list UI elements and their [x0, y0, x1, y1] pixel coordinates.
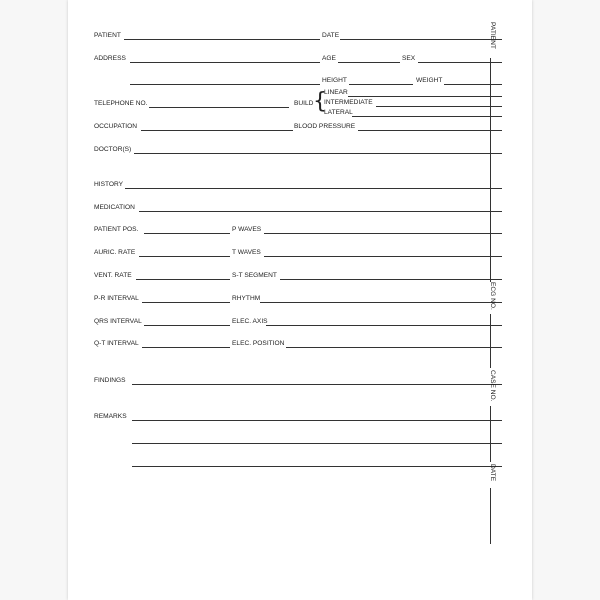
elec-axis-label: ELEC. AXIS: [232, 318, 268, 325]
tab-ecg-no-line[interactable]: [490, 314, 491, 368]
weight-label: WEIGHT: [416, 77, 443, 84]
qt-interval-label: Q-T INTERVAL: [94, 340, 139, 347]
t-waves-field[interactable]: [264, 256, 502, 257]
vent-rate-label: VENT. RATE: [94, 272, 132, 279]
patient-pos-label: PATIENT POS.: [94, 226, 139, 233]
pr-interval-field[interactable]: [142, 302, 230, 303]
age-field[interactable]: [338, 62, 400, 63]
height-label: HEIGHT: [322, 77, 347, 84]
remarks-field[interactable]: [132, 420, 502, 421]
qrs-interval-label: QRS INTERVAL: [94, 318, 142, 325]
tab-case-no-line[interactable]: [490, 406, 491, 462]
patient-field[interactable]: [124, 39, 320, 40]
height-field[interactable]: [349, 84, 413, 85]
build-linear-field[interactable]: [348, 96, 502, 97]
vent-rate-field[interactable]: [136, 279, 230, 280]
row-findings: [94, 377, 532, 389]
blood-pressure-field[interactable]: [358, 130, 502, 131]
build-label: BUILD: [294, 100, 314, 107]
row-remarks: [94, 413, 532, 425]
pr-interval-label: P-R INTERVAL: [94, 295, 139, 302]
sex-label: SEX: [402, 55, 416, 62]
remarks-field-3[interactable]: [132, 466, 502, 467]
t-waves-label: T WAVES: [232, 249, 261, 256]
row-occupation: [94, 123, 532, 135]
weight-field[interactable]: [444, 84, 502, 85]
elec-axis-field[interactable]: [266, 325, 502, 326]
row-address: [94, 55, 532, 67]
elec-position-label: ELEC. POSITION: [232, 340, 285, 347]
build-lateral-label: LATERAL: [324, 109, 353, 116]
build-intermediate-label: INTERMEDIATE: [324, 99, 373, 106]
row-build-lateral: [94, 109, 532, 121]
row-qt-interval: [94, 340, 532, 352]
auric-rate-label: AURIC. RATE: [94, 249, 136, 256]
tab-patient-line[interactable]: [490, 58, 491, 282]
tab-date-line[interactable]: [490, 488, 491, 544]
p-waves-label: P WAVES: [232, 226, 262, 233]
occupation-field[interactable]: [141, 130, 293, 131]
ecg-record-form: [68, 0, 532, 600]
tab-patient-label: PATIENT: [489, 22, 496, 49]
blood-pressure-label: BLOOD PRESSURE: [294, 123, 356, 130]
build-brace-icon: {: [313, 89, 327, 114]
medication-label: MEDICATION: [94, 204, 135, 211]
date-label: DATE: [322, 32, 340, 39]
date-field[interactable]: [340, 39, 502, 40]
doctors-field[interactable]: [134, 153, 502, 154]
remarks-field-2[interactable]: [132, 443, 502, 444]
rhythm-label: RHYTHM: [232, 295, 261, 302]
occupation-label: OCCUPATION: [94, 123, 137, 130]
patient-label: PATIENT: [94, 32, 121, 39]
row-qrs-interval: [94, 318, 532, 330]
tab-ecg-no-label: ECG NO.: [489, 282, 496, 310]
build-linear-label: LINEAR: [324, 89, 348, 96]
qrs-interval-field[interactable]: [144, 325, 230, 326]
row-doctors: [94, 146, 532, 158]
doctors-label: DOCTOR(S): [94, 146, 132, 153]
row-history: [94, 181, 532, 193]
row-remarks-3: [94, 459, 532, 471]
telephone-field[interactable]: [149, 107, 289, 108]
row-remarks-2: [94, 436, 532, 448]
row-vent-rate: [94, 272, 532, 284]
address-label: ADDRESS: [94, 55, 126, 62]
row-pr-interval: [94, 295, 532, 307]
remarks-label: REMARKS: [94, 413, 127, 420]
patient-pos-field[interactable]: [144, 233, 230, 234]
build-intermediate-field[interactable]: [376, 106, 502, 107]
build-lateral-field[interactable]: [352, 116, 502, 117]
row-medication: [94, 204, 532, 216]
telephone-label: TELEPHONE NO.: [94, 100, 148, 107]
history-label: HISTORY: [94, 181, 124, 188]
elec-position-field[interactable]: [286, 347, 502, 348]
auric-rate-field[interactable]: [139, 256, 230, 257]
qt-interval-field[interactable]: [142, 347, 230, 348]
st-segment-label: S-T SEGMENT: [232, 272, 277, 279]
address-field-2[interactable]: [130, 84, 320, 85]
row-height: [94, 77, 532, 89]
medication-field[interactable]: [139, 211, 502, 212]
row-patient: [94, 32, 532, 44]
tab-date-label: DATE: [489, 464, 496, 482]
row-auric-rate: [94, 249, 532, 261]
st-segment-field[interactable]: [280, 279, 502, 280]
age-label: AGE: [322, 55, 336, 62]
p-waves-field[interactable]: [264, 233, 502, 234]
row-patient-pos: [94, 226, 532, 238]
findings-label: FINDINGS: [94, 377, 126, 384]
address-field[interactable]: [130, 62, 320, 63]
history-field[interactable]: [125, 188, 502, 189]
rhythm-field[interactable]: [260, 302, 502, 303]
tab-case-no-label: CASE NO.: [489, 370, 496, 402]
findings-field[interactable]: [132, 384, 502, 385]
